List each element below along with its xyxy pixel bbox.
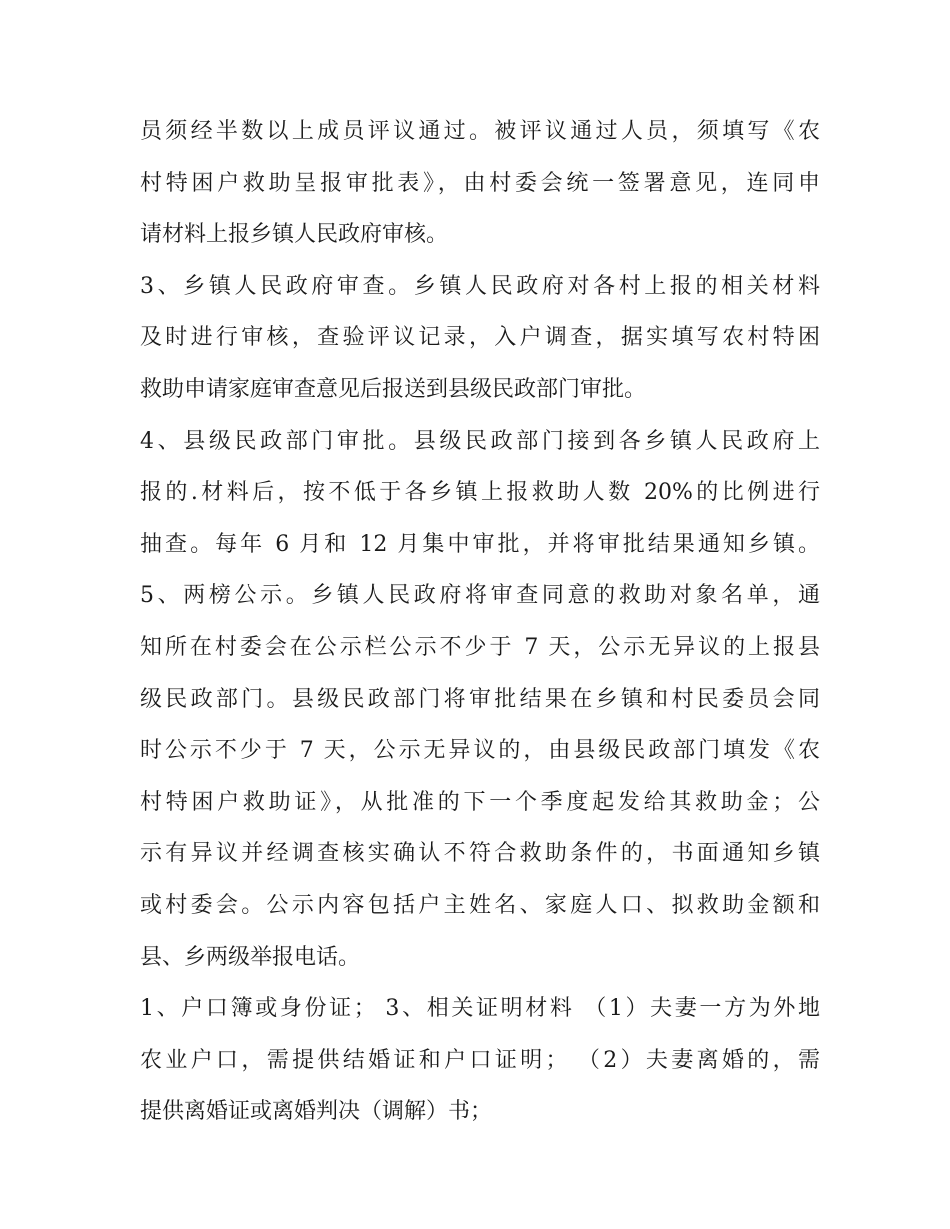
text-line: 4、县级民政部门审批。县级民政部门接到各乡镇人民政府上 bbox=[140, 428, 820, 454]
text-line: 农业户口，需提供结婚证和户口证明； （2）夫妻离婚的，需 bbox=[140, 1047, 820, 1073]
text-line: 村特困户救助呈报审批表》，由村委会统一签署意见，连同申 bbox=[140, 170, 820, 196]
text-line: 请材料上报乡镇人民政府审核。 bbox=[140, 222, 449, 248]
text-line: 或村委会。公示内容包括户主姓名、家庭人口、拟救助金额和 bbox=[140, 892, 820, 918]
text-line: 示有异议并经调查核实确认不符合救助条件的，书面通知乡镇 bbox=[140, 841, 820, 867]
text-line: 员须经半数以上成员评议通过。被评议通过人员，须填写《农 bbox=[140, 119, 820, 144]
text-line: 3、乡镇人民政府审查。乡镇人民政府对各村上报的相关材料 bbox=[140, 273, 820, 299]
text-line: 及时进行审核，查验评议记录，入户调查，据实填写农村特困 bbox=[140, 325, 820, 351]
text-line: 时公示不少于 7 天，公示无异议的，由县级民政部门填发《农 bbox=[140, 738, 820, 764]
text-line: 级民政部门。县级民政部门将审批结果在乡镇和村民委员会同 bbox=[140, 686, 820, 712]
text-line: 村特困户救助证》，从批准的下一个季度起发给其救助金；公 bbox=[140, 789, 820, 815]
document-body bbox=[140, 106, 820, 1138]
text-line: 知所在村委会在公示栏公示不少于 7 天，公示无异议的上报县 bbox=[140, 634, 820, 660]
text-line: 县、乡两级举报电话。 bbox=[140, 944, 361, 970]
text-line: 抽查。每年 6 月和 12 月集中审批，并将审批结果通知乡镇。 bbox=[140, 531, 820, 557]
text-line: 提供离婚证或离婚判决（调解）书； bbox=[140, 1099, 493, 1125]
text-line: 5、两榜公示。乡镇人民政府将审查同意的救助对象名单，通 bbox=[140, 583, 820, 609]
text-line: 报的.材料后，按不低于各乡镇上报救助人数 20%的比例进行 bbox=[140, 480, 820, 506]
text-line: 救助申请家庭审查意见后报送到县级民政部门审批。 bbox=[140, 376, 647, 402]
text-line: 1、户口簿或身份证； 3、相关证明材料 （1）夫妻一方为外地 bbox=[140, 996, 820, 1022]
